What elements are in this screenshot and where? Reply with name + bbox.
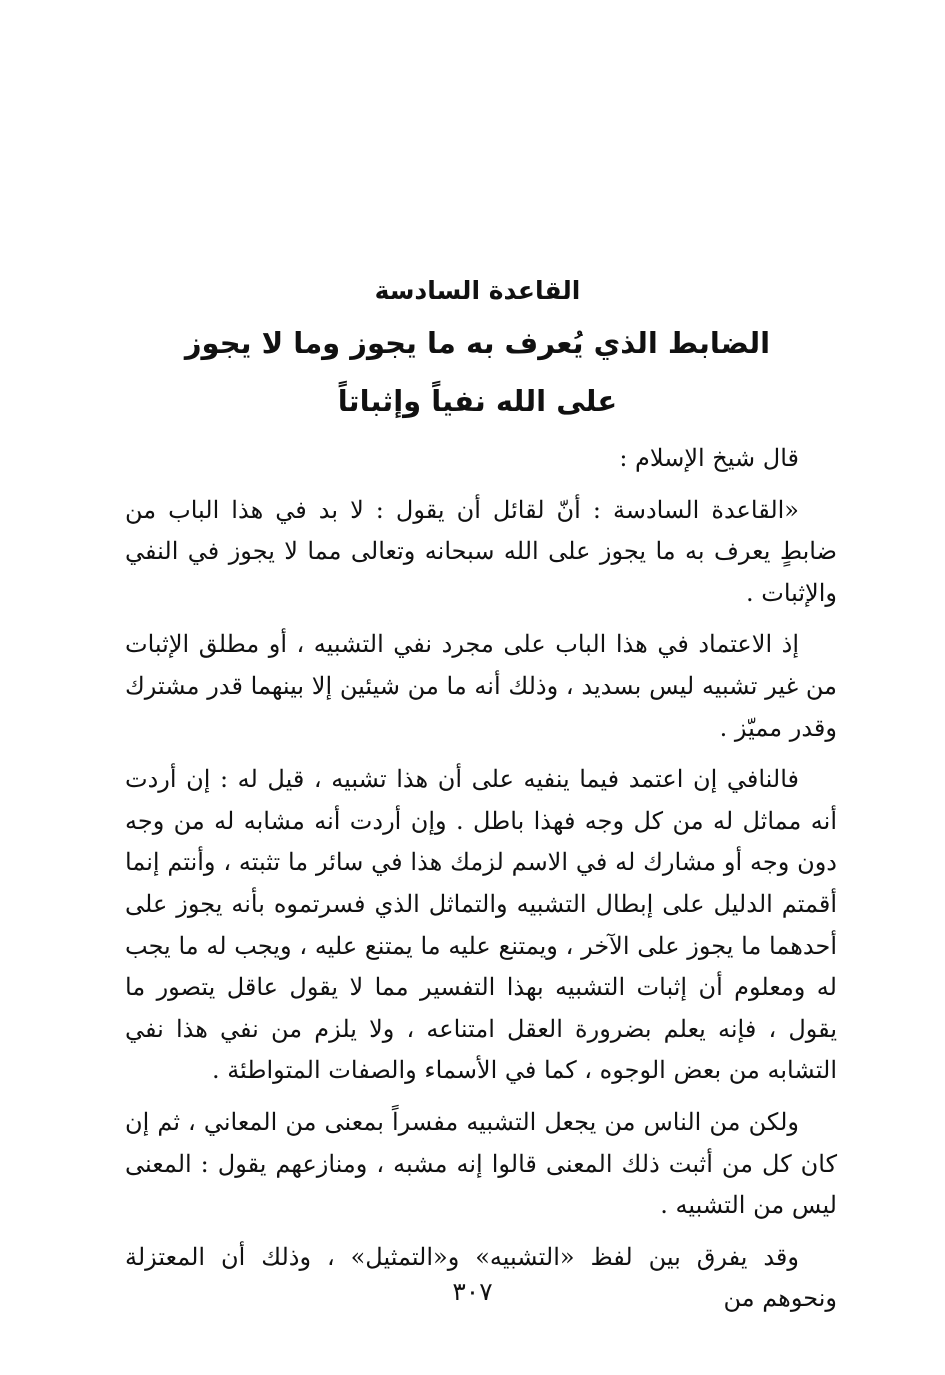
paragraph: إذ الاعتماد في هذا الباب على مجرد نفي التشبيه ، أو مطلق الإثبات من غير تشبيه ليس بسديد ، وذلك أنه ما من شيئين إلا بينهما قدر مشترك وقدر مميّز . — [125, 630, 837, 742]
chapter-title-line-2: على الله نفياً وإثباتاً — [337, 384, 618, 418]
chapter-heading — [120, 268, 835, 430]
paragraph: وقد يفرق بين لفظ «التشبيه» و«التمثيل» ، وذلك أن المعتزلة ونحوهم من — [125, 1242, 837, 1313]
paragraph: «القاعدة السادسة : أنّ لقائل أن يقول : لا بد في هذا الباب من ضابطٍ يعرف به ما يجوز على الله سبحانه وتعالى مما لا يجوز في النفي والإثبات . — [125, 495, 837, 607]
chapter-label: القاعدة السادسة — [374, 276, 581, 305]
chapter-title-line-1: الضابط الذي يُعرف به ما يجوز وما لا يجوز — [184, 326, 771, 360]
page-number: ٣٠٧ — [452, 1277, 493, 1306]
paragraph: ولكن من الناس من يجعل التشبيه مفسراً بمعنى من المعاني ، ثم إن كان كل من أثبت ذلك المعنى قالوا إنه مشبه ، ومنازعهم يقول : المعنى ليس من التشبيه . — [125, 1107, 837, 1220]
body-text — [125, 438, 837, 1330]
paragraph: فالنافي إن اعتمد فيما ينفيه على أن هذا تشبيه ، قيل له : إن أردت أنه مماثل له من كل وجه فهذا باطل . وإن أردت أنه مشابه له من وجه دون وجه أو مشارك له في الاسم لزمك هذا في سائر ما تثبته ، وأنتم إنما أقمتم الدليل على إبطال التشبيه والتماثل الذي فسرتموه بأنه يجوز على أحدهما ما يجوز على الآخر ، ويمتنع عليه ما يمتنع عليه ، ويجب له ما يجب له ومعلوم أن إثبات التشبيه بهذا التفسير مما لا يقول عاقل يتصور ما يقول ، فإنه يعلم بضرورة العقل امتناعه ، ولا يلزم من نفي هذا نفي التشابه من بعض الوجوه ، كما في الأسماء والصفات المتواطئة . — [125, 765, 837, 1085]
intro-line: قال شيخ الإسلام : — [619, 444, 799, 472]
